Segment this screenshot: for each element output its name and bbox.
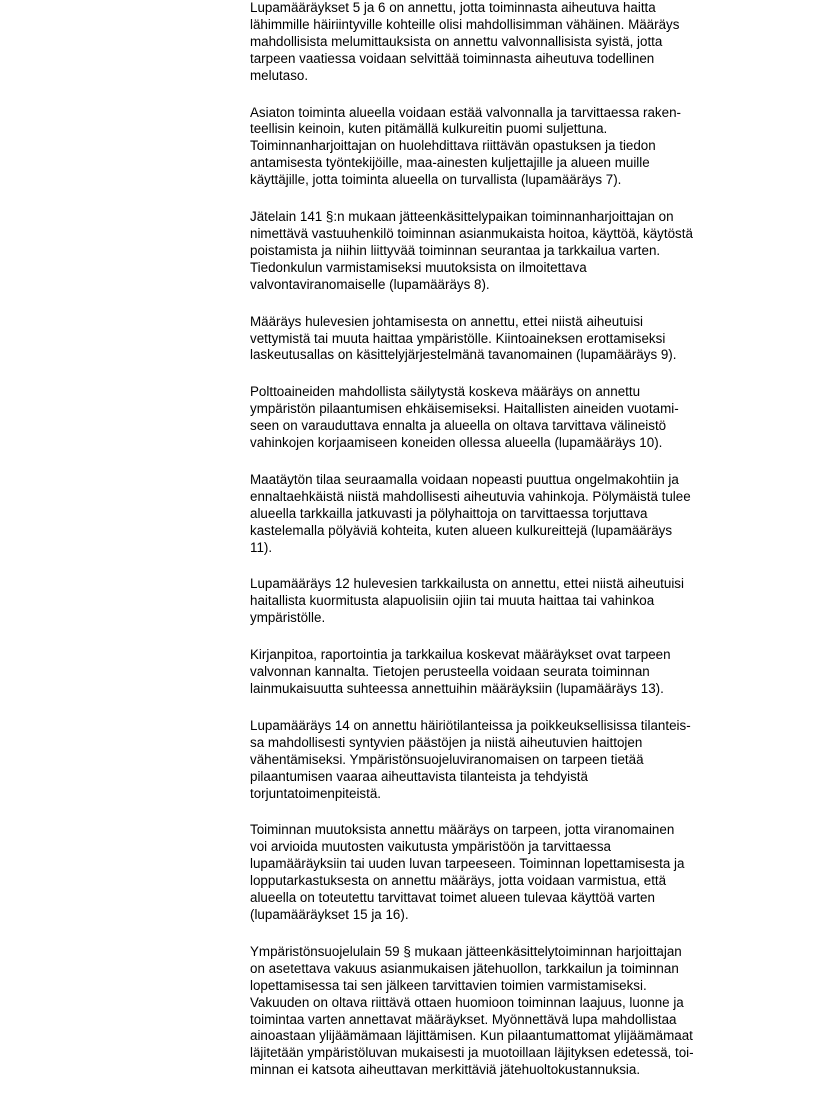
- text-line: antamisesta työntekijöille, maa-ainesten kuljettajille ja alueen muille: [250, 155, 650, 171]
- text-line: on asetettava vakuus asianmukaisen jätehuollon, tarkkailun ja toiminnan: [250, 960, 679, 976]
- text-line: alueella on toteutettu tarvittavat toimet alueen tulevaa käyttöä varten: [250, 890, 655, 906]
- text-line: lähimmille häiriintyville kohteille olisi mahdollisimman vähäinen. Määräys: [250, 16, 680, 32]
- text-line: tarpeen vaatiessa voidaan selvittää toiminnasta aiheutuva todellinen: [250, 50, 655, 66]
- text-line: Kirjanpitoa, raportointia ja tarkkailua koskevat määräykset ovat tarpeen: [250, 647, 671, 663]
- paragraph-responsible-person: [250, 209, 750, 294]
- paragraph-noise-regulations: [250, 0, 750, 85]
- paragraph-fill-monitoring: [250, 472, 750, 557]
- text-line: Asiaton toiminta alueella voidaan estää valvonnalla ja tarvittaessa raken-: [250, 104, 681, 120]
- text-line: läjitetään ympäristöluvan mukaisesti ja muotoillaan läjityksen edetessä, toi-: [250, 1045, 694, 1061]
- text-line: Toiminnan muutoksista annettu määräys on tarpeen, jotta viranomainen: [250, 822, 675, 838]
- text-line: lopettamisessa tai sen jälkeen tarvittavien toimien varmistamiseksi.: [250, 977, 647, 993]
- text-line: Lupamääräykset 5 ja 6 on annettu, jotta toiminnasta aiheutuva haitta: [250, 0, 656, 15]
- paragraph-financial-security: [250, 944, 750, 1079]
- text-line: Toiminnanharjoittajan on huolehdittava riittävän opastuksen ja tiedon: [250, 138, 656, 154]
- paragraph-incident-situations: [250, 718, 750, 803]
- text-line: Lupamääräys 12 hulevesien tarkkailusta on annettu, ettei niistä aiheutuisi: [250, 576, 684, 592]
- text-line: poistamista ja niihin liittyvää toiminnan seurantaa ja tarkkailua varten.: [250, 242, 661, 258]
- text-line: sa mahdollisesti syntyvien päästöjen ja niistä aiheutuvien haittojen: [250, 734, 643, 750]
- text-line: ympäristölle.: [250, 610, 326, 626]
- text-line: (lupamääräykset 15 ja 16).: [250, 906, 409, 922]
- text-line: alueella tarkkailla jatkuvasti ja pölyhaittoja on tarvittaessa torjuttava: [250, 505, 648, 521]
- text-line: Määräys hulevesien johtamisesta on annettu, ettei niistä aiheutuisi: [250, 313, 644, 329]
- text-line: Vakuuden on oltava riittävä ottaen huomioon toiminnan laajuus, luonne ja: [250, 994, 684, 1010]
- text-line: toimintaa varten annettavat määräykset. Myönnettävä lupa mahdollistaa: [250, 1011, 677, 1027]
- text-line: laskeutusallas on käsittelyjärjestelmänä tavanomainen (lupamääräys 9).: [250, 347, 677, 363]
- text-line: torjuntatoimenpiteistä.: [250, 785, 382, 801]
- text-line: haitallista kuormitusta alapuolisiin ojiin tai muuta haittaa tai vahinkoa: [250, 593, 655, 609]
- text-line: mahdollisista melumittauksista on annettu valvonnallisista syistä, jotta: [250, 33, 663, 49]
- text-line: vettymistä tai muuta haittaa ympäristölle. Kiintoaineksen erottamiseksi: [250, 330, 666, 346]
- text-line: lopputarkastuksesta on annettu määräys, jotta voidaan varmistua, että: [250, 873, 667, 889]
- paragraph-fuel-storage: [250, 384, 750, 452]
- document-page: [250, 0, 750, 1099]
- text-line: Tiedonkulun varmistamiseksi muutoksista on ilmoitettava: [250, 259, 587, 275]
- text-line: voi arvioida muutosten vaikutusta ympäristöön ja tarvittaessa: [250, 839, 611, 855]
- text-line: Ympäristönsuojelulain 59 § mukaan jätteenkäsittelytoiminnan harjoittajan: [250, 943, 682, 959]
- text-line: Polttoaineiden mahdollista säilytystä koskeva määräys on annettu: [250, 384, 641, 400]
- text-line: valvontaviranomaiselle (lupamääräys 8).: [250, 276, 490, 292]
- paragraph-operational-changes: [250, 822, 750, 923]
- paragraph-site-access: [250, 105, 750, 190]
- text-line: käyttäjille, jotta toiminta alueella on turvallista (lupamääräys 7).: [250, 172, 622, 188]
- text-line: melutaso.: [250, 67, 309, 83]
- text-line: lainmukaisuutta suhteessa annettuihin määräyksiin (lupamääräys 13).: [250, 681, 664, 696]
- text-line: vahinkojen korjaamiseen koneiden ollessa alueella (lupamääräys 10).: [250, 435, 663, 451]
- text-line: kastelemalla pölyäviä kohteita, kuten alueen kulkureittejä (lupamääräys: [250, 522, 673, 538]
- text-line: Maatäytön tilaa seuraamalla voidaan nopeasti puuttua ongelmakohtiin ja: [250, 471, 679, 487]
- text-line: lupamääräyksiin tai uuden luvan tarpeeseen. Toiminnan lopettamisesta ja: [250, 856, 685, 872]
- paragraph-stormwater-monitoring: [250, 576, 750, 627]
- text-line: ympäristön pilaantumisen ehkäisemiseksi. Haitallisten aineiden vuotami-: [250, 401, 679, 417]
- text-line: vähentämiseksi. Ympäristönsuojeluviranomaisen on tarpeen tietää: [250, 751, 644, 767]
- text-line: Lupamääräys 14 on annettu häiriötilanteissa ja poikkeuksellisissa tilanteis-: [250, 717, 691, 733]
- text-line: seen on varauduttava ennalta ja alueella on oltava tarvittava välineistö: [250, 418, 667, 434]
- text-line: ennaltaehkäistä niistä mahdollisesti aiheutuvia vahinkoja. Pölymäistä tulee: [250, 488, 691, 504]
- paragraph-record-keeping: [250, 647, 750, 698]
- text-line: minnan ei katsota aiheuttavan merkittäviä jätehuoltokustannuksia.: [250, 1062, 641, 1078]
- text-line: 11).: [250, 539, 273, 555]
- text-line: Jätelain 141 §:n mukaan jätteenkäsittelypaikan toiminnanharjoittajan on: [250, 209, 674, 225]
- text-line: teellisin keinoin, kuten pitämällä kulkureitin puomi suljettuna.: [250, 121, 608, 137]
- text-line: ainoastaan ylijäämämaan läjittämisen. Kun pilaantumattomat ylijäämämaat: [250, 1028, 693, 1044]
- paragraph-stormwater-drainage: [250, 314, 750, 365]
- text-line: pilaantumisen vaaraa aiheuttavista tilanteista ja tehdyistä: [250, 768, 588, 784]
- text-line: nimettävä vastuuhenkilö toiminnan asianmukaista hoitoa, käyttöä, käytöstä: [250, 225, 693, 241]
- text-line: valvonnan kannalta. Tietojen perusteella voidaan seurata toiminnan: [250, 664, 650, 680]
